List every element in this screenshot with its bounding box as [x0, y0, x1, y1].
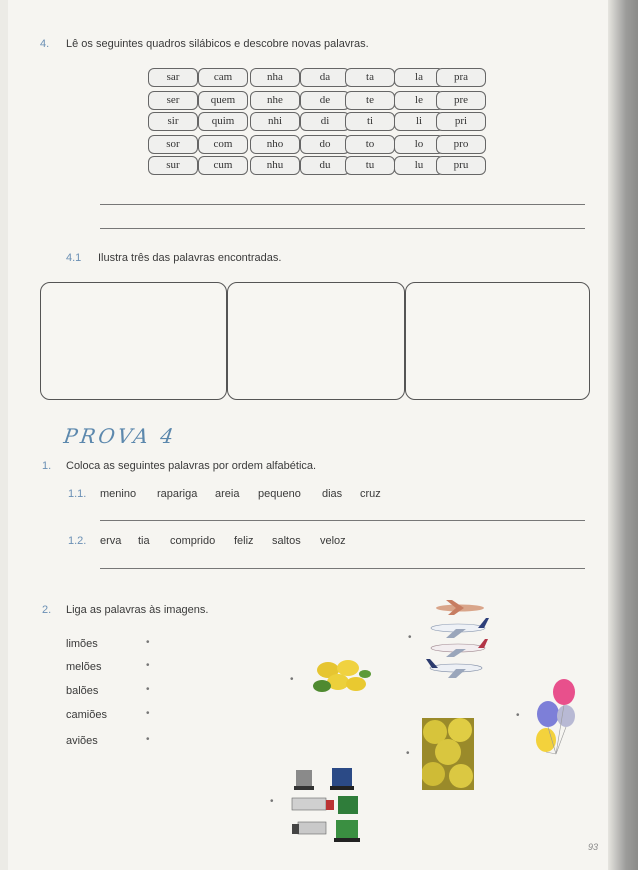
syllable-cell: nha	[250, 68, 300, 87]
syllable-cell: nho	[250, 135, 300, 154]
answer-line[interactable]	[100, 568, 585, 569]
syllable-cell: cum	[198, 156, 248, 175]
match-word: limões	[66, 638, 98, 650]
q12-word: tia	[138, 535, 150, 547]
syllable-cell: sur	[148, 156, 198, 175]
syllable-cell: ta	[345, 68, 395, 87]
truck-icon	[292, 822, 326, 834]
syllable-cell: da	[300, 68, 350, 87]
airplane-icon	[431, 618, 489, 638]
match-dot[interactable]: •	[406, 748, 410, 759]
answer-line[interactable]	[100, 204, 585, 205]
syllable-cell: to	[345, 135, 395, 154]
match-dot[interactable]: •	[408, 632, 412, 643]
page-binding-shadow	[608, 0, 638, 870]
syllable-cell: do	[300, 135, 350, 154]
match-dot[interactable]: •	[290, 674, 294, 685]
answer-line[interactable]	[100, 228, 585, 229]
match-word: camiões	[66, 709, 107, 721]
syllable-cell: di	[300, 112, 350, 131]
ex4-number: 4.	[40, 38, 50, 50]
q11-word: dias	[322, 488, 343, 500]
syllable-cell: du	[300, 156, 350, 175]
page-edge	[0, 0, 8, 870]
syllable-cell: sar	[148, 68, 198, 87]
q11-word: cruz	[360, 488, 381, 500]
prova-title: PROVA 4	[62, 424, 178, 448]
ex41-instruction: Ilustra três das palavras encontradas.	[98, 252, 282, 264]
q1-instruction: Coloca as seguintes palavras por ordem alfabética.	[66, 460, 317, 472]
syllable-cell: ti	[345, 112, 395, 131]
ex4-instruction: Lê os seguintes quadros silábicos e descobre novas palavras.	[66, 38, 369, 50]
truck-icon	[330, 768, 354, 790]
syllable-cell: pro	[436, 135, 486, 154]
match-dot[interactable]: •	[146, 734, 150, 745]
match-word: aviões	[66, 735, 98, 747]
q11-word: menino	[100, 488, 137, 500]
syllable-cell: pra	[436, 68, 486, 87]
syllable-cell: cam	[198, 68, 248, 87]
match-dot[interactable]: •	[146, 637, 150, 648]
q12-word: comprido	[170, 535, 216, 547]
match-dot[interactable]: •	[270, 796, 274, 807]
syllable-cell: nhi	[250, 112, 300, 131]
syllable-cell: le	[394, 91, 444, 110]
match-dot[interactable]: •	[146, 708, 150, 719]
syllable-cell: pru	[436, 156, 486, 175]
drawing-box[interactable]	[40, 282, 227, 400]
syllable-cell: pre	[436, 91, 486, 110]
syllable-cell: sor	[148, 135, 198, 154]
page-number: 93	[587, 842, 598, 852]
q12-number: 1.2.	[68, 535, 87, 547]
truck-icon	[338, 796, 358, 814]
syllable-cell: nhu	[250, 156, 300, 175]
q12-word: saltos	[272, 535, 301, 547]
truck-icon	[292, 798, 334, 810]
q11-word: rapariga	[157, 488, 198, 500]
q12-word: feliz	[234, 535, 254, 547]
q12-word: erva	[100, 535, 122, 547]
syllable-cell: lu	[394, 156, 444, 175]
truck-icon	[294, 770, 314, 790]
syllable-cell: pri	[436, 112, 486, 131]
syllable-cell: quem	[198, 91, 248, 110]
drawing-box[interactable]	[405, 282, 590, 400]
syllable-cell: te	[345, 91, 395, 110]
syllable-cell: ser	[148, 91, 198, 110]
syllable-cell: sir	[148, 112, 198, 131]
airplane-icon	[431, 639, 488, 657]
melons-image[interactable]	[422, 718, 474, 790]
syllable-cell: nhe	[250, 91, 300, 110]
match-dot[interactable]: •	[146, 660, 150, 671]
q2-instruction: Liga as palavras às imagens.	[66, 604, 209, 616]
syllable-cell: la	[394, 68, 444, 87]
match-word: melões	[66, 661, 102, 673]
ex41-number: 4.1	[66, 252, 82, 264]
match-dot[interactable]: •	[146, 684, 150, 695]
syllable-cell: com	[198, 135, 248, 154]
airplane-icon	[426, 659, 482, 678]
balloons-image[interactable]	[532, 676, 582, 758]
match-word: balões	[66, 685, 99, 697]
syllable-cell: li	[394, 112, 444, 131]
q11-word: pequeno	[258, 488, 301, 500]
airplanes-image[interactable]	[426, 598, 492, 682]
syllable-cell: lo	[394, 135, 444, 154]
syllable-cell: tu	[345, 156, 395, 175]
trucks-image[interactable]	[290, 764, 366, 844]
syllable-cell: de	[300, 91, 350, 110]
truck-icon	[334, 820, 360, 842]
q12-word: veloz	[320, 535, 346, 547]
answer-line[interactable]	[100, 520, 585, 521]
q1-number: 1.	[42, 460, 52, 472]
syllable-cell: quim	[198, 112, 248, 131]
lemons-image[interactable]	[310, 656, 372, 696]
airplane-icon	[436, 600, 484, 615]
q11-number: 1.1.	[68, 488, 87, 500]
q11-word: areia	[215, 488, 240, 500]
drawing-box[interactable]	[227, 282, 405, 400]
match-dot[interactable]: •	[516, 710, 520, 721]
q2-number: 2.	[42, 604, 52, 616]
